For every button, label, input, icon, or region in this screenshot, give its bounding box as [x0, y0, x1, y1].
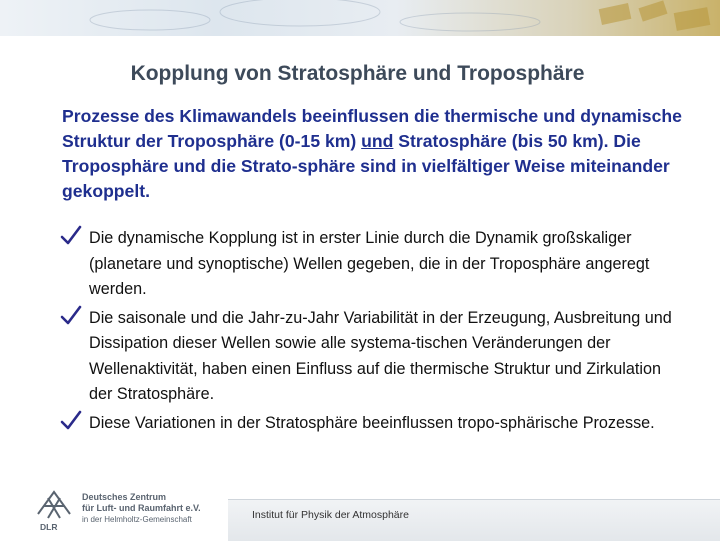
intro-paragraph — [62, 104, 682, 204]
bullet-item — [60, 411, 680, 437]
logo-line-2: für Luft- und Raumfahrt e.V. — [82, 503, 201, 513]
footer-institute: Institut für Physik der Atmosphäre — [252, 509, 409, 521]
banner-image — [0, 0, 720, 36]
logo-abbreviation: DLR — [40, 522, 58, 532]
checkmark-icon — [60, 305, 82, 327]
bullet-text: Die dynamische Kopplung ist in erster Linie durch die Dynamik großskaliger (planetare und synoptische) Wellen gegeben, die in der Troposphäre angeregt werden. — [89, 229, 650, 298]
dlr-logo — [34, 488, 224, 536]
checkmark-icon — [60, 410, 82, 432]
logo-text — [82, 492, 201, 525]
bullet-item — [60, 226, 680, 303]
logo-line-3: in der Helmholtz-Gemeinschaft — [82, 515, 192, 524]
bullet-text: Diese Variationen in der Stratosphäre beeinflussen tropo-sphärische Prozesse. — [89, 413, 655, 432]
logo-line-1: Deutsches Zentrum — [82, 492, 167, 502]
intro-text-part2: Stratosphäre (bis 50 km). Die Troposphäre und die Strato-sphäre sind in vielfältiger Weise miteinander gekoppelt. — [62, 131, 670, 201]
dlr-logo-icon — [34, 488, 74, 522]
intro-text-part1: Prozesse des Klimawandels beeinflussen die thermische und dynamische Struktur der Troposphäre (0-15 km) — [62, 106, 682, 151]
intro-underlined-word: und — [361, 131, 394, 151]
slide-title: Kopplung von Stratosphäre und Troposphäre — [130, 62, 585, 85]
bullet-text: Die saisonale und die Jahr-zu-Jahr Variabilität in der Erzeugung, Ausbreitung und Dissipation dieser Wellen sowie alle systema-tischen Veränderungen der Wellenaktivität, haben einen Einfluss auf die thermische Struktur und Zirkulation der Stratosphäre. — [89, 308, 672, 403]
checkmark-icon — [60, 225, 82, 247]
header-banner — [0, 0, 720, 36]
bullet-list — [60, 226, 680, 436]
bullet-item — [60, 306, 680, 408]
